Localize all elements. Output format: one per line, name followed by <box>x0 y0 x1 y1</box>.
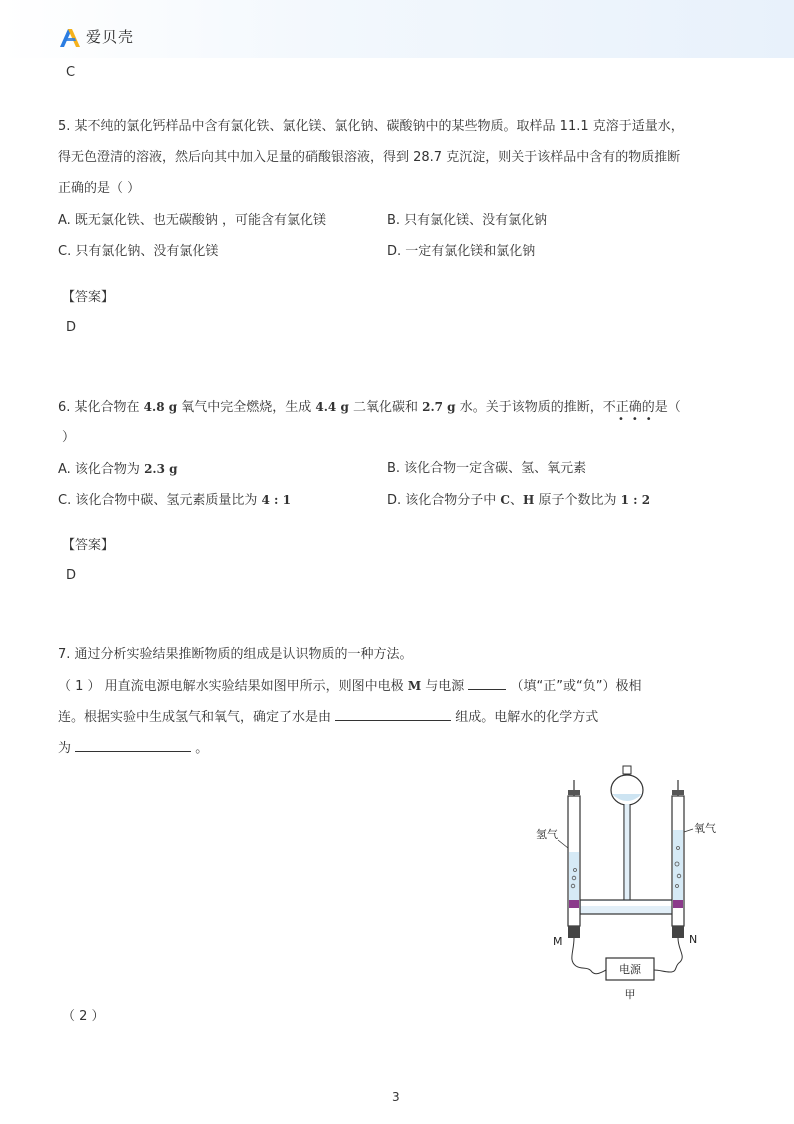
q6-stem-line1 <box>58 398 681 417</box>
oxygen-label: 氧气 <box>694 822 716 835</box>
figure-caption: 甲 <box>624 988 636 1001</box>
q7-part1-line3 <box>58 739 208 758</box>
q5-stem-line3: 正确的是（ ） <box>58 181 141 196</box>
hydrogen-label: 氢气 <box>536 828 558 841</box>
q6-water-mass: 2.7 g <box>422 400 456 414</box>
q6-answer-label: 【答案】 <box>62 538 115 553</box>
funnel-neck <box>623 766 631 774</box>
q5-answer-label: 【答案】 <box>62 290 115 305</box>
power-supply-label: 电源 <box>619 963 641 976</box>
q5-answer: D <box>66 320 77 335</box>
q6-option-d <box>387 491 650 510</box>
q6-option-d-carbon: C <box>500 493 510 507</box>
right-electrode-band <box>673 900 683 908</box>
q7-part1-text3: （填“正”或“负”）极相 <box>506 679 642 694</box>
q6-stem-part3: 二氧化碳和 <box>348 400 423 415</box>
q6-co2-mass: 4.4 g <box>315 400 349 414</box>
q7-part1-text7: 。 <box>191 741 209 756</box>
q7-part1-line2 <box>58 708 598 727</box>
q5-stem-line1: 5. 某不纯的氯化钙样品中含有氯化铁、氯化镁、氯化钠、碳酸钠中的某些物质。取样品 11.1 克溶于适量水， <box>58 119 684 134</box>
q6-option-a-value: 2.3 g <box>144 462 178 476</box>
brand-logo <box>58 26 134 47</box>
left-stopcock <box>568 790 580 795</box>
q6-answer: D <box>66 568 77 583</box>
q7-intro: 7. 通过分析实验结果推断物质的组成是认识物质的一种方法。 <box>58 647 413 662</box>
q6-option-d-text3: 原子个数比为 <box>534 493 621 508</box>
q6-option-c <box>58 491 291 510</box>
answer-blank[interactable] <box>335 708 451 721</box>
answer-blank[interactable] <box>75 739 191 752</box>
brand-name: 爱贝壳 <box>86 28 135 46</box>
right-wire <box>654 938 682 972</box>
q6-stem-part4: 水。关于该物质的推断，不正确的是（ <box>455 400 681 415</box>
q6-option-c-value: 4 : 1 <box>261 493 291 507</box>
right-stopcock <box>672 790 684 795</box>
q6-option-c-text: C. 该化合物中碳、氢元素质量比为 <box>58 493 262 508</box>
q6-option-b: B. 该化合物一定含碳、氢、氧元素 <box>387 461 587 476</box>
q6-option-d-text2: 、 <box>509 493 523 508</box>
q7-part1-text5: 组成。电解水的化学方式 <box>451 710 599 725</box>
q6-option-d-value: 1 : 2 <box>620 493 651 507</box>
q7-part1-text1: （ 1 ） 用直流电源电解水实验结果如图甲所示，则图中电极 <box>58 679 408 694</box>
q6-stem-part2: 氧气中完全燃烧，生成 <box>177 400 316 415</box>
q5-option-c: C. 只有氯化钠、没有氯化镁 <box>58 244 219 259</box>
electrolysis-apparatus-diagram <box>528 760 728 1005</box>
q7-part1-line1 <box>58 677 641 696</box>
q5-option-a: A. 既无氯化铁、也无碳酸钠 ，可能含有氯化镁 <box>58 213 327 228</box>
q6-stem-part1: 6. 某化合物在 <box>58 400 144 415</box>
answer-blank[interactable] <box>468 677 506 690</box>
previous-answer: C <box>66 65 76 80</box>
left-electrode-band <box>569 900 579 908</box>
q7-part1-text6: 为 <box>58 741 76 756</box>
emphasis-dots: ••• <box>618 414 660 425</box>
q6-option-d-hydrogen: H <box>523 493 535 507</box>
q5-option-d: D. 一定有氯化镁和氯化钠 <box>387 244 536 259</box>
q7-part2-label: （ 2 ） <box>62 1009 105 1024</box>
electrode-n-label: N <box>689 933 698 946</box>
page-number: 3 <box>392 1090 400 1104</box>
brand-logo-icon <box>58 27 82 47</box>
electrode-m-label: M <box>553 935 563 948</box>
funnel-water <box>612 794 642 801</box>
left-electrode-base <box>568 926 580 938</box>
q5-option-b: B. 只有氯化镁、没有氯化钠 <box>387 213 548 228</box>
q6-stem-line2: ） <box>62 430 76 445</box>
q7-electrode-m: M <box>407 679 422 693</box>
q5-stem-line2: 得无色澄清的溶液，然后向其中加入足量的硝酸银溶液，得到 28.7 克沉淀，则关于该样品中含有的物质推断 <box>58 150 681 165</box>
left-wire <box>572 938 606 974</box>
q7-part1-text4: 连。根据实验中生成氢气和氧气，确定了水是由 <box>58 710 336 725</box>
right-electrode-base <box>672 926 684 938</box>
q6-option-a <box>58 460 178 479</box>
q6-option-a-text: A. 该化合物为 <box>58 462 145 477</box>
q6-option-d-text1: D. 该化合物分子中 <box>387 493 501 508</box>
q7-part1-text2: 与电源 <box>421 679 469 694</box>
q6-oxygen-mass: 4.8 g <box>143 400 178 414</box>
